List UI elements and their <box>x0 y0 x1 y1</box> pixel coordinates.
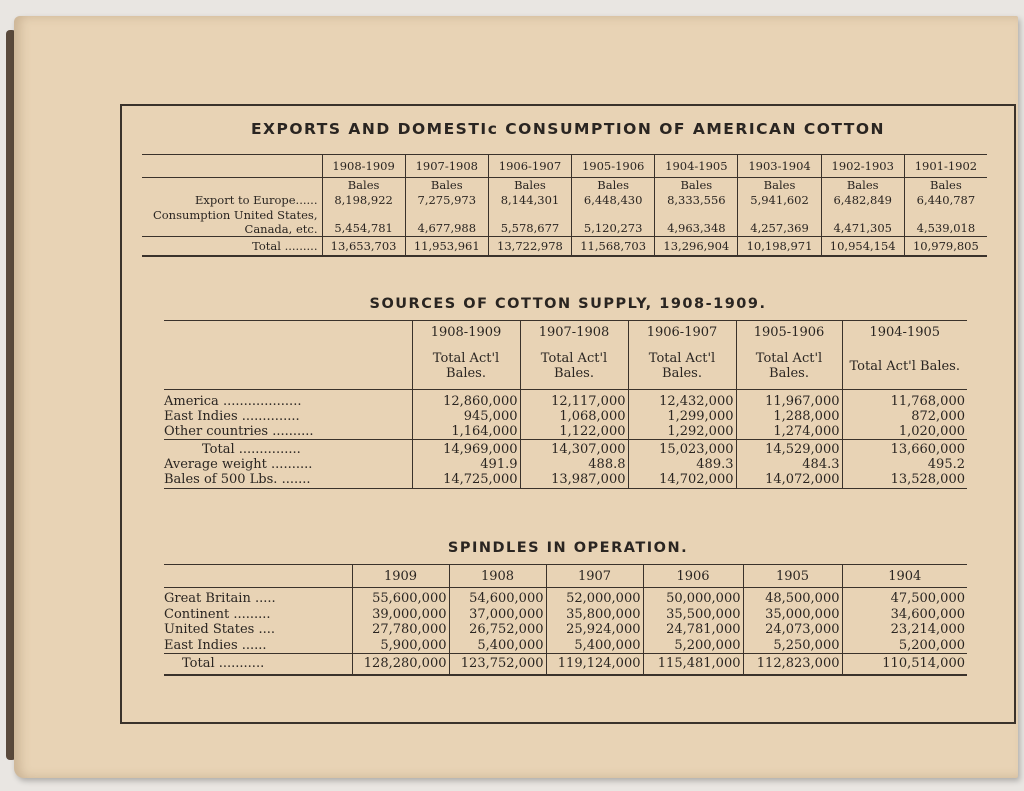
exports-unit: Bales <box>655 178 738 194</box>
sources-cell: 495.2 <box>842 457 967 472</box>
sources-cell: 1,020,000 <box>842 424 967 440</box>
exports-year: 1905-1906 <box>572 155 655 178</box>
spindles-label: Continent ......... <box>164 606 271 622</box>
sources-cell: 1,299,000 <box>628 409 736 424</box>
spindles-cell: 5,900,000 <box>352 638 449 654</box>
exports-cell: 6,448,430 <box>572 193 655 208</box>
exports-year: 1901-1902 <box>904 155 987 178</box>
exports-cell: 4,677,988 <box>405 208 488 237</box>
sources-cell: 11,967,000 <box>736 390 842 410</box>
exports-total-cell: 13,653,703 <box>322 237 405 257</box>
sources-row-bales-500 <box>164 472 967 489</box>
sources-cell: 488.8 <box>520 457 628 472</box>
exports-total-cell: 13,296,904 <box>655 237 738 257</box>
spindles-row-continent <box>164 607 967 623</box>
spindles-cell: 54,600,000 <box>449 588 546 607</box>
spindles-total-cell: 123,752,000 <box>449 654 546 676</box>
sources-cell: 1,288,000 <box>736 409 842 424</box>
spindles-year: 1906 <box>643 565 743 588</box>
sources-label: America ................... <box>164 394 302 409</box>
sources-cell: 14,307,000 <box>520 440 628 458</box>
spindles-label: East Indies ...... <box>164 637 267 653</box>
spindles-year: 1905 <box>743 565 842 588</box>
exports-cell: 7,275,973 <box>405 193 488 208</box>
exports-header-row <box>142 155 987 178</box>
sources-row-total <box>164 440 967 458</box>
exports-year: 1907-1908 <box>405 155 488 178</box>
sources-subheader: Total Act'l Bales. <box>736 343 842 390</box>
sources-subheader: Total Act'l Bales. <box>412 343 520 390</box>
sources-year: 1906-1907 <box>628 321 736 344</box>
exports-year: 1908-1909 <box>322 155 405 178</box>
spindles-cell: 5,200,000 <box>842 638 967 654</box>
spindles-total-label: Total ........... <box>164 654 352 676</box>
spindles-cell: 50,000,000 <box>643 588 743 607</box>
exports-unit: Bales <box>904 178 987 194</box>
sources-cell: 12,860,000 <box>412 390 520 410</box>
sources-year: 1908-1909 <box>412 321 520 344</box>
spindles-row-great-britain <box>164 588 967 607</box>
sources-label: Total ............... <box>164 440 412 458</box>
exports-cell: 4,539,018 <box>904 208 987 237</box>
sources-cell: 15,023,000 <box>628 440 736 458</box>
sources-row-average-weight <box>164 457 967 472</box>
sources-corner <box>164 343 412 390</box>
spindles-year: 1908 <box>449 565 546 588</box>
exports-year: 1906-1907 <box>488 155 571 178</box>
sources-cell: 13,528,000 <box>842 472 967 489</box>
sources-cell: 11,768,000 <box>842 390 967 410</box>
spindles-total-cell: 110,514,000 <box>842 654 967 676</box>
exports-unit: Bales <box>488 178 571 194</box>
exports-unit-row <box>142 178 987 194</box>
exports-cell: 5,578,677 <box>488 208 571 237</box>
spindles-cell: 47,500,000 <box>842 588 967 607</box>
exports-year: 1902-1903 <box>821 155 904 178</box>
exports-total-row <box>142 237 987 257</box>
spindles-total-cell: 128,280,000 <box>352 654 449 676</box>
spindles-label: United States .... <box>164 622 275 637</box>
spindles-cell: 24,781,000 <box>643 622 743 638</box>
sources-cell: 872,000 <box>842 409 967 424</box>
exports-row-consumption <box>142 208 987 237</box>
spindles-cell: 5,400,000 <box>449 638 546 654</box>
sources-label: Bales of 500 Lbs. ....... <box>164 472 412 489</box>
spindles-cell: 23,214,000 <box>842 622 967 638</box>
spindles-total-cell: 119,124,000 <box>546 654 643 676</box>
spindles-cell: 5,400,000 <box>546 638 643 654</box>
sources-year: 1904-1905 <box>842 321 967 344</box>
page-frame <box>120 104 1016 724</box>
exports-cell: 5,120,273 <box>572 208 655 237</box>
exports-cell: 8,198,922 <box>322 193 405 208</box>
sources-cell: 489.3 <box>628 457 736 472</box>
spindles-year: 1904 <box>842 565 967 588</box>
exports-label: Export to Europe...... <box>195 193 318 207</box>
exports-total-cell: 10,979,805 <box>904 237 987 257</box>
exports-row-europe <box>142 193 987 208</box>
sources-subheader: Total Act'l Bales. <box>628 343 736 390</box>
spindles-title: SPINDLES IN OPERATION. <box>447 540 689 556</box>
spindles-cell: 26,752,000 <box>449 622 546 638</box>
sources-cell: 13,987,000 <box>520 472 628 489</box>
spindles-cell: 55,600,000 <box>352 588 449 607</box>
exports-cell: 5,454,781 <box>322 208 405 237</box>
book-page <box>14 16 1018 778</box>
spindles-cell: 39,000,000 <box>352 607 449 623</box>
exports-total-cell: 11,568,703 <box>572 237 655 257</box>
spindles-cell: 35,500,000 <box>643 607 743 623</box>
spindles-cell: 5,250,000 <box>743 638 842 654</box>
spindles-cell: 34,600,000 <box>842 607 967 623</box>
sources-cell: 1,292,000 <box>628 424 736 440</box>
sources-label: Other countries .......... <box>164 424 314 439</box>
spindles-row-east-indies <box>164 638 967 654</box>
sources-year: 1905-1906 <box>736 321 842 344</box>
spindles-year: 1907 <box>546 565 643 588</box>
exports-cell: 6,440,787 <box>904 193 987 208</box>
exports-cell: 4,471,305 <box>821 208 904 237</box>
sources-cell: 14,529,000 <box>736 440 842 458</box>
sources-cell: 945,000 <box>412 409 520 424</box>
sources-cell: 13,660,000 <box>842 440 967 458</box>
sources-cell: 14,725,000 <box>412 472 520 489</box>
exports-cell: 4,963,348 <box>655 208 738 237</box>
sources-cell: 14,702,000 <box>628 472 736 489</box>
exports-cell: 8,333,556 <box>655 193 738 208</box>
spindles-header-row <box>164 565 967 588</box>
sources-cell: 12,432,000 <box>628 390 736 410</box>
sources-subheader: Total Act'l Bales. <box>520 343 628 390</box>
exports-total-cell: 11,953,961 <box>405 237 488 257</box>
spindles-corner <box>164 565 352 588</box>
spindles-total-row <box>164 654 967 676</box>
spindles-table <box>164 564 967 676</box>
spindles-cell: 24,073,000 <box>743 622 842 638</box>
spindles-cell: 25,924,000 <box>546 622 643 638</box>
sources-cell: 491.9 <box>412 457 520 472</box>
sources-subheader: Total Act'l Bales. <box>842 343 967 390</box>
spindles-total-cell: 115,481,000 <box>643 654 743 676</box>
spindles-cell: 48,500,000 <box>743 588 842 607</box>
sources-subheader-row <box>164 343 967 390</box>
sources-cell: 1,122,000 <box>520 424 628 440</box>
exports-table <box>142 154 987 257</box>
sources-year: 1907-1908 <box>520 321 628 344</box>
sources-label: Average weight .......... <box>164 457 313 472</box>
exports-unit: Bales <box>405 178 488 194</box>
spindles-cell: 5,200,000 <box>643 638 743 654</box>
sources-corner <box>164 321 412 344</box>
exports-total-label: Total ......... <box>142 237 322 257</box>
sources-cell: 1,164,000 <box>412 424 520 440</box>
spindles-year: 1909 <box>352 565 449 588</box>
exports-total-cell: 13,722,978 <box>488 237 571 257</box>
exports-cell: 5,941,602 <box>738 193 821 208</box>
exports-label <box>142 178 322 194</box>
exports-label: Consumption United States, Canada, etc. <box>152 208 318 236</box>
exports-unit: Bales <box>572 178 655 194</box>
spindles-total-cell: 112,823,000 <box>743 654 842 676</box>
sources-label: East Indies .............. <box>164 409 300 424</box>
spindles-cell: 27,780,000 <box>352 622 449 638</box>
exports-cell: 8,144,301 <box>488 193 571 208</box>
bottom-rule <box>120 722 1014 724</box>
sources-cell: 12,117,000 <box>520 390 628 410</box>
sources-table <box>164 320 967 489</box>
exports-total-cell: 10,198,971 <box>738 237 821 257</box>
sources-cell: 14,072,000 <box>736 472 842 489</box>
spindles-cell: 35,000,000 <box>743 607 842 623</box>
exports-cell: 4,257,369 <box>738 208 821 237</box>
exports-unit: Bales <box>322 178 405 194</box>
exports-year: 1904-1905 <box>655 155 738 178</box>
spindles-cell: 35,800,000 <box>546 607 643 623</box>
exports-cell: 6,482,849 <box>821 193 904 208</box>
exports-title: EXPORTS AND DOMESTIc CONSUMPTION OF AMERICAN COTTON <box>250 120 886 138</box>
exports-corner <box>142 155 322 178</box>
sources-row-america <box>164 390 967 410</box>
sources-cell: 14,969,000 <box>412 440 520 458</box>
exports-total-cell: 10,954,154 <box>821 237 904 257</box>
sources-cell: 484.3 <box>736 457 842 472</box>
exports-unit: Bales <box>738 178 821 194</box>
exports-unit: Bales <box>821 178 904 194</box>
sources-cell: 1,274,000 <box>736 424 842 440</box>
exports-year: 1903-1904 <box>738 155 821 178</box>
sources-row-east-indies <box>164 409 967 424</box>
sources-cell: 1,068,000 <box>520 409 628 424</box>
spindles-row-united-states <box>164 622 967 638</box>
sources-row-other <box>164 424 967 440</box>
sources-header-row <box>164 321 967 344</box>
sources-title: SOURCES OF COTTON SUPPLY, 1908-1909. <box>369 296 767 312</box>
spindles-label: Great Britain ..... <box>164 591 276 606</box>
spindles-cell: 52,000,000 <box>546 588 643 607</box>
spindles-cell: 37,000,000 <box>449 607 546 623</box>
